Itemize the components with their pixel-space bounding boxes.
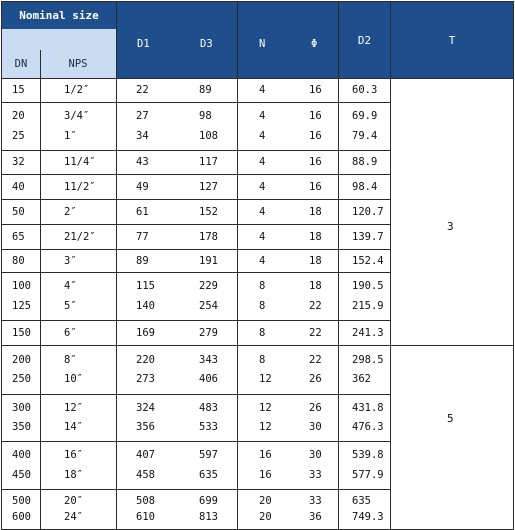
grid-line bbox=[338, 1, 339, 529]
cell-d3: 813 bbox=[199, 511, 218, 523]
cell-d2: 79.4 bbox=[352, 130, 378, 142]
cell-d1: 324 bbox=[136, 402, 155, 414]
cell-d2: 362 bbox=[352, 373, 371, 385]
cell-nps: 24″ bbox=[64, 511, 83, 523]
cell-nps: 20″ bbox=[64, 495, 83, 507]
cell-nps: 5″ bbox=[64, 300, 77, 312]
grid-line bbox=[1, 150, 391, 151]
cell-dn: 100 bbox=[12, 280, 31, 292]
grid-line bbox=[116, 1, 117, 529]
cell-nps: 18″ bbox=[64, 469, 83, 481]
cell-d3: 635 bbox=[199, 469, 218, 481]
cell-dn: 20 bbox=[12, 110, 25, 122]
cell-d2: 152.4 bbox=[352, 255, 384, 267]
cell-nps: 10″ bbox=[64, 373, 83, 385]
cell-d1: 508 bbox=[136, 495, 155, 507]
grid-line bbox=[1, 345, 391, 346]
cell-d3: 229 bbox=[199, 280, 218, 292]
cell-d3: 533 bbox=[199, 421, 218, 433]
cell-dn: 50 bbox=[12, 206, 25, 218]
cell-nps: 16″ bbox=[64, 449, 83, 461]
nominal-size-header: Nominal size bbox=[2, 2, 116, 29]
d1-header: D1 bbox=[137, 38, 150, 50]
cell-d3: 406 bbox=[199, 373, 218, 385]
grid-line bbox=[237, 1, 238, 529]
cell-dn: 25 bbox=[12, 130, 25, 142]
cell-n: 8 bbox=[259, 354, 266, 366]
cell-d3: 597 bbox=[199, 449, 218, 461]
cell-d1: 43 bbox=[136, 156, 149, 168]
grid-line bbox=[390, 1, 391, 529]
cell-dn: 200 bbox=[12, 354, 31, 366]
cell-d2: 539.8 bbox=[352, 449, 384, 461]
grid-line bbox=[1, 394, 391, 395]
cell-d2: 635 bbox=[352, 495, 371, 507]
grid-line bbox=[1, 1, 2, 529]
cell-d1: 49 bbox=[136, 181, 149, 193]
grid-line bbox=[1, 441, 391, 442]
cell-dn: 80 bbox=[12, 255, 25, 267]
cell-phi: 30 bbox=[309, 449, 322, 461]
cell-n: 8 bbox=[259, 300, 266, 312]
grid-line bbox=[390, 345, 514, 346]
cell-d2: 577.9 bbox=[352, 469, 384, 481]
cell-d1: 356 bbox=[136, 421, 155, 433]
cell-dn: 125 bbox=[12, 300, 31, 312]
cell-d2: 749.3 bbox=[352, 511, 384, 523]
cell-d2: 88.9 bbox=[352, 156, 378, 168]
cell-n: 16 bbox=[259, 469, 272, 481]
t-value-group2: 5 bbox=[447, 412, 454, 425]
cell-nps: 14″ bbox=[64, 421, 83, 433]
cell-d1: 77 bbox=[136, 231, 149, 243]
cell-phi: 16 bbox=[309, 110, 322, 122]
cell-d1: 140 bbox=[136, 300, 155, 312]
cell-nps: 11/4″ bbox=[64, 156, 96, 168]
cell-d1: 407 bbox=[136, 449, 155, 461]
d1-d3-header-block bbox=[117, 2, 237, 78]
cell-d3: 699 bbox=[199, 495, 218, 507]
cell-phi: 18 bbox=[309, 255, 322, 267]
cell-d1: 273 bbox=[136, 373, 155, 385]
t-value-group1: 3 bbox=[447, 220, 454, 233]
grid-line bbox=[390, 78, 514, 79]
cell-n: 4 bbox=[259, 231, 266, 243]
cell-d3: 279 bbox=[199, 327, 218, 339]
cell-dn: 400 bbox=[12, 449, 31, 461]
cell-n: 4 bbox=[259, 130, 266, 142]
cell-phi: 16 bbox=[309, 181, 322, 193]
cell-dn: 65 bbox=[12, 231, 25, 243]
cell-dn: 150 bbox=[12, 327, 31, 339]
cell-d1: 34 bbox=[136, 130, 149, 142]
cell-d2: 241.3 bbox=[352, 327, 384, 339]
cell-nps: 12″ bbox=[64, 402, 83, 414]
cell-nps: 8″ bbox=[64, 354, 77, 366]
cell-d2: 298.5 bbox=[352, 354, 384, 366]
grid-line bbox=[1, 78, 391, 79]
cell-dn: 600 bbox=[12, 511, 31, 523]
grid-line bbox=[1, 249, 391, 250]
cell-phi: 16 bbox=[309, 84, 322, 96]
cell-n: 4 bbox=[259, 110, 266, 122]
cell-phi: 22 bbox=[309, 300, 322, 312]
cell-n: 4 bbox=[259, 156, 266, 168]
cell-d3: 178 bbox=[199, 231, 218, 243]
grid-line bbox=[1, 224, 391, 225]
cell-phi: 33 bbox=[309, 495, 322, 507]
d2-header: D2 bbox=[339, 2, 390, 78]
cell-nps: 2″ bbox=[64, 206, 77, 218]
n-phi-header-block bbox=[238, 2, 338, 78]
cell-phi: 22 bbox=[309, 327, 322, 339]
cell-d2: 120.7 bbox=[352, 206, 384, 218]
grid-line bbox=[1, 174, 391, 175]
cell-d1: 458 bbox=[136, 469, 155, 481]
cell-n: 20 bbox=[259, 511, 272, 523]
grid-line bbox=[513, 1, 514, 529]
cell-phi: 33 bbox=[309, 469, 322, 481]
grid-line bbox=[1, 489, 391, 490]
cell-nps: 4″ bbox=[64, 280, 77, 292]
d3-header: D3 bbox=[200, 38, 213, 50]
cell-nps: 11/2″ bbox=[64, 181, 96, 193]
cell-phi: 16 bbox=[309, 130, 322, 142]
cell-phi: 30 bbox=[309, 421, 322, 433]
cell-dn: 40 bbox=[12, 181, 25, 193]
cell-nps: 6″ bbox=[64, 327, 77, 339]
cell-d1: 169 bbox=[136, 327, 155, 339]
cell-d3: 108 bbox=[199, 130, 218, 142]
grid-line bbox=[1, 1, 514, 2]
cell-d2: 476.3 bbox=[352, 421, 384, 433]
cell-nps: 3/4″ bbox=[64, 110, 90, 122]
cell-nps: 21/2″ bbox=[64, 231, 96, 243]
grid-line bbox=[1, 199, 391, 200]
cell-d2: 431.8 bbox=[352, 402, 384, 414]
nominal-size-spacer bbox=[2, 29, 116, 50]
cell-n: 4 bbox=[259, 255, 266, 267]
cell-dn: 250 bbox=[12, 373, 31, 385]
grid-line bbox=[1, 320, 391, 321]
grid-line bbox=[1, 272, 391, 273]
nps-header: NPS bbox=[40, 50, 116, 78]
cell-n: 12 bbox=[259, 421, 272, 433]
cell-d3: 254 bbox=[199, 300, 218, 312]
cell-phi: 26 bbox=[309, 373, 322, 385]
cell-d1: 27 bbox=[136, 110, 149, 122]
n-header: N bbox=[259, 38, 266, 50]
cell-dn: 32 bbox=[12, 156, 25, 168]
dn-header: DN bbox=[2, 50, 40, 78]
cell-d3: 117 bbox=[199, 156, 218, 168]
cell-d1: 61 bbox=[136, 206, 149, 218]
cell-d3: 191 bbox=[199, 255, 218, 267]
cell-d2: 60.3 bbox=[352, 84, 378, 96]
cell-d3: 98 bbox=[199, 110, 212, 122]
cell-n: 8 bbox=[259, 327, 266, 339]
cell-d2: 69.9 bbox=[352, 110, 378, 122]
cell-n: 12 bbox=[259, 373, 272, 385]
phi-header: Φ bbox=[311, 38, 318, 50]
cell-d3: 152 bbox=[199, 206, 218, 218]
cell-d3: 483 bbox=[199, 402, 218, 414]
cell-phi: 16 bbox=[309, 156, 322, 168]
cell-dn: 450 bbox=[12, 469, 31, 481]
cell-nps: 3″ bbox=[64, 255, 77, 267]
cell-d3: 343 bbox=[199, 354, 218, 366]
cell-d2: 190.5 bbox=[352, 280, 384, 292]
cell-d1: 610 bbox=[136, 511, 155, 523]
cell-dn: 500 bbox=[12, 495, 31, 507]
cell-d2: 139.7 bbox=[352, 231, 384, 243]
grid-line bbox=[40, 50, 41, 529]
cell-n: 12 bbox=[259, 402, 272, 414]
cell-dn: 15 bbox=[12, 84, 25, 96]
grid-line bbox=[1, 102, 391, 103]
cell-phi: 18 bbox=[309, 280, 322, 292]
cell-phi: 36 bbox=[309, 511, 322, 523]
cell-n: 16 bbox=[259, 449, 272, 461]
cell-phi: 18 bbox=[309, 206, 322, 218]
t-header: T bbox=[391, 2, 513, 78]
cell-nps: 1″ bbox=[64, 130, 77, 142]
cell-phi: 22 bbox=[309, 354, 322, 366]
cell-phi: 26 bbox=[309, 402, 322, 414]
cell-d1: 89 bbox=[136, 255, 149, 267]
cell-dn: 350 bbox=[12, 421, 31, 433]
cell-d2: 98.4 bbox=[352, 181, 378, 193]
cell-n: 8 bbox=[259, 280, 266, 292]
cell-n: 4 bbox=[259, 84, 266, 96]
cell-d3: 127 bbox=[199, 181, 218, 193]
cell-d2: 215.9 bbox=[352, 300, 384, 312]
cell-d1: 220 bbox=[136, 354, 155, 366]
cell-n: 4 bbox=[259, 181, 266, 193]
cell-dn: 300 bbox=[12, 402, 31, 414]
cell-n: 4 bbox=[259, 206, 266, 218]
cell-n: 20 bbox=[259, 495, 272, 507]
cell-nps: 1/2″ bbox=[64, 84, 90, 96]
cell-d1: 22 bbox=[136, 84, 149, 96]
cell-d3: 89 bbox=[199, 84, 212, 96]
cell-d1: 115 bbox=[136, 280, 155, 292]
cell-phi: 18 bbox=[309, 231, 322, 243]
